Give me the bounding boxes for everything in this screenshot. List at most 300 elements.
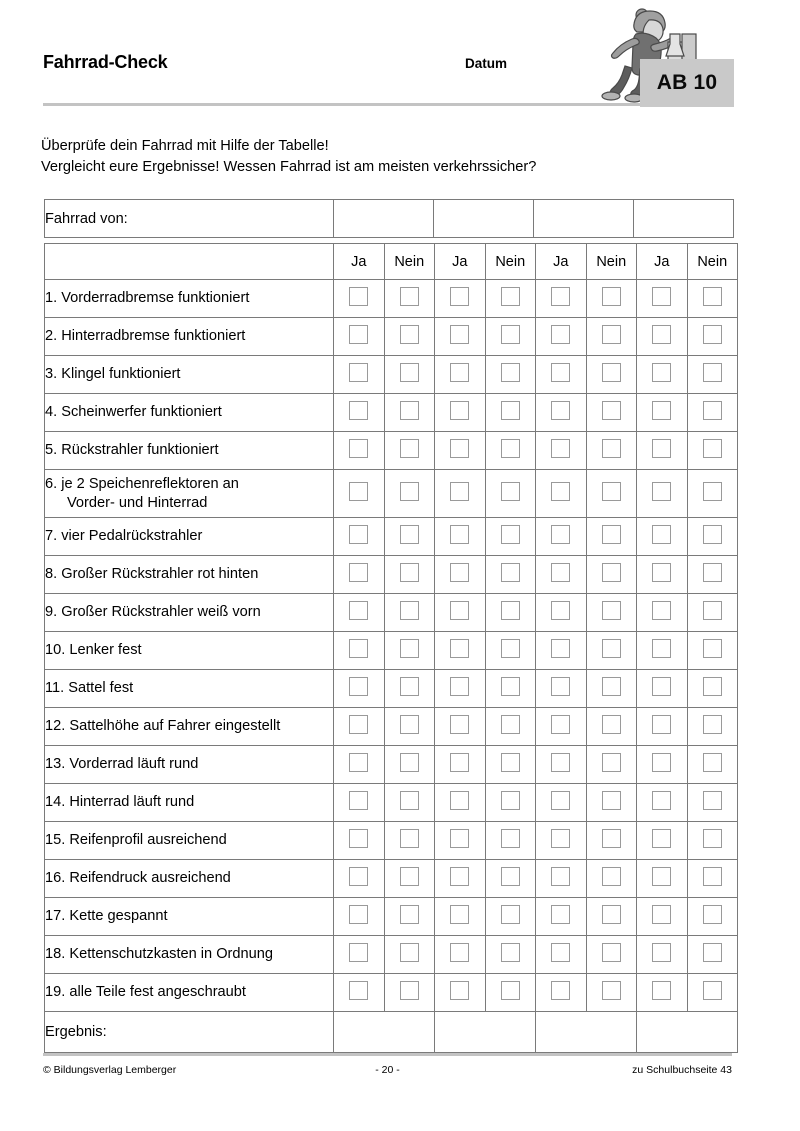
checkbox-cell-nein[interactable] [586,708,637,746]
checkbox-cell-ja[interactable] [536,632,587,670]
checkbox-cell-nein[interactable] [687,632,738,670]
checkbox-cell-ja[interactable] [435,936,486,974]
checkbox[interactable] [602,829,621,848]
checkbox-cell-nein[interactable] [384,670,435,708]
checkbox-cell-nein[interactable] [485,394,536,432]
checkbox[interactable] [652,791,671,810]
checkbox[interactable] [450,905,469,924]
checkbox-cell-ja[interactable] [637,822,688,860]
checkbox[interactable] [349,791,368,810]
checkbox[interactable] [450,563,469,582]
checkbox-cell-ja[interactable] [435,974,486,1012]
checkbox[interactable] [450,325,469,344]
checkbox-cell-nein[interactable] [586,860,637,898]
checkbox-cell-nein[interactable] [485,936,536,974]
checkbox-cell-ja[interactable] [435,470,486,518]
checkbox-cell-ja[interactable] [536,784,587,822]
checkbox[interactable] [602,753,621,772]
checkbox[interactable] [703,829,722,848]
checkbox-cell-nein[interactable] [384,974,435,1012]
checkbox-cell-ja[interactable] [334,860,385,898]
checkbox[interactable] [450,715,469,734]
checkbox-cell-nein[interactable] [485,356,536,394]
checkbox[interactable] [501,439,520,458]
checkbox[interactable] [602,639,621,658]
checkbox[interactable] [703,753,722,772]
checkbox[interactable] [652,363,671,382]
checkbox[interactable] [602,325,621,344]
checkbox[interactable] [551,439,570,458]
checkbox[interactable] [602,482,621,501]
checkbox[interactable] [501,905,520,924]
checkbox[interactable] [602,905,621,924]
checkbox[interactable] [400,563,419,582]
checkbox-cell-nein[interactable] [485,470,536,518]
checkbox[interactable] [551,829,570,848]
checkbox[interactable] [652,525,671,544]
checkbox[interactable] [551,601,570,620]
checkbox-cell-nein[interactable] [485,708,536,746]
checkbox-cell-ja[interactable] [637,280,688,318]
checkbox-cell-nein[interactable] [384,518,435,556]
checkbox[interactable] [703,401,722,420]
checkbox-cell-ja[interactable] [637,432,688,470]
checkbox[interactable] [349,525,368,544]
checkbox[interactable] [400,287,419,306]
checkbox-cell-ja[interactable] [334,280,385,318]
result-input-cell[interactable] [435,1012,536,1053]
checkbox[interactable] [349,287,368,306]
checkbox-cell-ja[interactable] [536,318,587,356]
checkbox[interactable] [703,363,722,382]
checkbox-cell-nein[interactable] [687,556,738,594]
checkbox[interactable] [400,753,419,772]
checkbox[interactable] [652,439,671,458]
checkbox[interactable] [551,325,570,344]
checkbox[interactable] [450,943,469,962]
checkbox[interactable] [501,525,520,544]
checkbox[interactable] [400,325,419,344]
checkbox[interactable] [349,363,368,382]
checkbox[interactable] [551,791,570,810]
checkbox-cell-nein[interactable] [687,898,738,936]
checkbox-cell-nein[interactable] [586,784,637,822]
checkbox-cell-ja[interactable] [435,280,486,318]
checkbox[interactable] [703,677,722,696]
checkbox-cell-ja[interactable] [536,518,587,556]
checkbox-cell-nein[interactable] [384,432,435,470]
checkbox[interactable] [652,905,671,924]
checkbox-cell-ja[interactable] [536,936,587,974]
checkbox-cell-ja[interactable] [536,974,587,1012]
checkbox[interactable] [602,677,621,696]
checkbox-cell-ja[interactable] [334,594,385,632]
checkbox[interactable] [652,753,671,772]
checkbox-cell-ja[interactable] [536,860,587,898]
checkbox-cell-nein[interactable] [687,432,738,470]
checkbox[interactable] [703,439,722,458]
checkbox-cell-ja[interactable] [637,860,688,898]
checkbox-cell-ja[interactable] [435,822,486,860]
checkbox-cell-ja[interactable] [334,936,385,974]
checkbox[interactable] [602,601,621,620]
checkbox[interactable] [501,325,520,344]
checkbox-cell-nein[interactable] [586,280,637,318]
checkbox-cell-ja[interactable] [637,936,688,974]
checkbox-cell-ja[interactable] [536,594,587,632]
checkbox[interactable] [349,601,368,620]
checkbox[interactable] [400,439,419,458]
checkbox-cell-nein[interactable] [586,974,637,1012]
checkbox-cell-ja[interactable] [637,518,688,556]
checkbox-cell-nein[interactable] [586,470,637,518]
checkbox[interactable] [703,325,722,344]
checkbox-cell-nein[interactable] [687,746,738,784]
checkbox-cell-nein[interactable] [384,898,435,936]
checkbox-cell-nein[interactable] [384,356,435,394]
checkbox-cell-nein[interactable] [384,936,435,974]
checkbox-cell-ja[interactable] [435,632,486,670]
checkbox-cell-ja[interactable] [637,632,688,670]
checkbox-cell-ja[interactable] [536,556,587,594]
checkbox[interactable] [450,677,469,696]
checkbox-cell-nein[interactable] [586,356,637,394]
checkbox[interactable] [652,715,671,734]
checkbox[interactable] [349,715,368,734]
checkbox-cell-ja[interactable] [637,556,688,594]
checkbox-cell-ja[interactable] [435,394,486,432]
checkbox[interactable] [551,753,570,772]
checkbox-cell-ja[interactable] [435,784,486,822]
checkbox[interactable] [652,943,671,962]
checkbox-cell-ja[interactable] [334,670,385,708]
checkbox[interactable] [551,363,570,382]
checkbox-cell-nein[interactable] [687,708,738,746]
checkbox[interactable] [400,905,419,924]
checkbox-cell-ja[interactable] [637,394,688,432]
checkbox[interactable] [349,563,368,582]
checkbox[interactable] [349,905,368,924]
checkbox-cell-nein[interactable] [485,556,536,594]
checkbox[interactable] [551,401,570,420]
checkbox[interactable] [501,363,520,382]
checkbox[interactable] [501,791,520,810]
checkbox[interactable] [703,601,722,620]
checkbox-cell-nein[interactable] [384,280,435,318]
checkbox[interactable] [501,943,520,962]
checkbox-cell-nein[interactable] [384,746,435,784]
checkbox-cell-nein[interactable] [586,632,637,670]
checkbox[interactable] [400,639,419,658]
checkbox[interactable] [652,482,671,501]
checkbox[interactable] [602,401,621,420]
checkbox-cell-nein[interactable] [687,784,738,822]
checkbox[interactable] [400,363,419,382]
checkbox[interactable] [349,325,368,344]
checkbox[interactable] [400,677,419,696]
checkbox[interactable] [602,287,621,306]
checkbox[interactable] [551,905,570,924]
checkbox[interactable] [349,401,368,420]
checkbox[interactable] [602,525,621,544]
checkbox-cell-nein[interactable] [586,556,637,594]
checkbox[interactable] [501,753,520,772]
checkbox-cell-nein[interactable] [485,746,536,784]
checkbox-cell-nein[interactable] [384,556,435,594]
checkbox[interactable] [551,563,570,582]
checkbox[interactable] [501,677,520,696]
checkbox[interactable] [652,401,671,420]
checkbox-cell-nein[interactable] [687,670,738,708]
checkbox-cell-nein[interactable] [586,394,637,432]
checkbox[interactable] [602,791,621,810]
checkbox[interactable] [602,439,621,458]
checkbox[interactable] [349,639,368,658]
checkbox-cell-nein[interactable] [384,632,435,670]
checkbox-cell-nein[interactable] [687,822,738,860]
checkbox-cell-ja[interactable] [536,356,587,394]
checkbox-cell-nein[interactable] [485,860,536,898]
checkbox-cell-nein[interactable] [384,470,435,518]
checkbox[interactable] [501,867,520,886]
checkbox[interactable] [551,482,570,501]
checkbox-cell-nein[interactable] [384,318,435,356]
checkbox-cell-ja[interactable] [334,394,385,432]
checkbox[interactable] [400,525,419,544]
checkbox[interactable] [703,867,722,886]
checkbox-cell-ja[interactable] [435,432,486,470]
checkbox-cell-ja[interactable] [637,708,688,746]
checkbox[interactable] [551,525,570,544]
result-input-cell[interactable] [334,1012,435,1053]
checkbox-cell-nein[interactable] [485,594,536,632]
checkbox[interactable] [703,482,722,501]
checkbox[interactable] [652,325,671,344]
checkbox[interactable] [652,677,671,696]
checkbox-cell-ja[interactable] [334,898,385,936]
checkbox-cell-ja[interactable] [637,898,688,936]
checkbox-cell-nein[interactable] [586,670,637,708]
checkbox[interactable] [400,482,419,501]
checkbox[interactable] [602,563,621,582]
checkbox-cell-nein[interactable] [687,518,738,556]
checkbox-cell-nein[interactable] [485,784,536,822]
checkbox-cell-nein[interactable] [384,860,435,898]
checkbox[interactable] [501,601,520,620]
checkbox-cell-ja[interactable] [637,356,688,394]
checkbox-cell-ja[interactable] [637,746,688,784]
checkbox[interactable] [703,791,722,810]
checkbox-cell-nein[interactable] [586,936,637,974]
checkbox-cell-nein[interactable] [485,974,536,1012]
checkbox[interactable] [450,482,469,501]
checkbox[interactable] [652,563,671,582]
checkbox-cell-ja[interactable] [435,318,486,356]
checkbox[interactable] [703,563,722,582]
checkbox[interactable] [349,677,368,696]
checkbox[interactable] [703,287,722,306]
checkbox-cell-ja[interactable] [637,594,688,632]
checkbox[interactable] [703,943,722,962]
checkbox-cell-ja[interactable] [334,432,385,470]
checkbox-cell-nein[interactable] [485,318,536,356]
checkbox[interactable] [349,943,368,962]
checkbox[interactable] [400,829,419,848]
checkbox[interactable] [501,639,520,658]
checkbox[interactable] [703,981,722,1000]
checkbox[interactable] [703,715,722,734]
checkbox-cell-ja[interactable] [334,556,385,594]
checkbox[interactable] [501,401,520,420]
checkbox-cell-ja[interactable] [435,518,486,556]
checkbox-cell-nein[interactable] [586,318,637,356]
checkbox-cell-nein[interactable] [586,594,637,632]
checkbox-cell-nein[interactable] [586,746,637,784]
checkbox-cell-nein[interactable] [485,280,536,318]
checkbox-cell-ja[interactable] [334,318,385,356]
checkbox[interactable] [501,482,520,501]
checkbox-cell-ja[interactable] [536,670,587,708]
checkbox-cell-ja[interactable] [334,356,385,394]
checkbox-cell-ja[interactable] [334,632,385,670]
checkbox-cell-ja[interactable] [536,822,587,860]
checkbox[interactable] [450,981,469,1000]
checkbox-cell-ja[interactable] [435,556,486,594]
checkbox-cell-ja[interactable] [637,318,688,356]
checkbox[interactable] [703,639,722,658]
checkbox-cell-nein[interactable] [586,822,637,860]
checkbox[interactable] [703,525,722,544]
checkbox-cell-nein[interactable] [687,356,738,394]
checkbox-cell-nein[interactable] [586,898,637,936]
checkbox-cell-ja[interactable] [536,746,587,784]
checkbox[interactable] [501,287,520,306]
checkbox[interactable] [551,639,570,658]
checkbox-cell-ja[interactable] [435,708,486,746]
checkbox-cell-ja[interactable] [435,356,486,394]
checkbox[interactable] [450,601,469,620]
checkbox-cell-ja[interactable] [637,784,688,822]
checkbox[interactable] [602,981,621,1000]
checkbox[interactable] [652,981,671,1000]
checkbox[interactable] [652,601,671,620]
checkbox[interactable] [501,981,520,1000]
checkbox-cell-ja[interactable] [334,822,385,860]
checkbox[interactable] [551,867,570,886]
checkbox[interactable] [400,715,419,734]
checkbox-cell-ja[interactable] [536,394,587,432]
checkbox-cell-ja[interactable] [536,708,587,746]
checkbox[interactable] [349,482,368,501]
checkbox-cell-nein[interactable] [687,318,738,356]
bike-owner-input-cell[interactable] [534,200,634,238]
checkbox-cell-ja[interactable] [334,784,385,822]
checkbox-cell-ja[interactable] [435,594,486,632]
checkbox-cell-ja[interactable] [334,470,385,518]
checkbox[interactable] [450,791,469,810]
checkbox-cell-nein[interactable] [687,280,738,318]
checkbox[interactable] [400,943,419,962]
checkbox-cell-ja[interactable] [435,898,486,936]
checkbox-cell-ja[interactable] [435,746,486,784]
bike-owner-input-cell[interactable] [434,200,534,238]
checkbox[interactable] [349,981,368,1000]
checkbox[interactable] [400,867,419,886]
checkbox-cell-ja[interactable] [334,974,385,1012]
checkbox-cell-ja[interactable] [334,746,385,784]
checkbox-cell-nein[interactable] [687,470,738,518]
checkbox[interactable] [501,715,520,734]
checkbox[interactable] [652,867,671,886]
checkbox-cell-nein[interactable] [586,432,637,470]
checkbox[interactable] [450,363,469,382]
checkbox[interactable] [602,867,621,886]
bike-owner-input-cell[interactable] [634,200,734,238]
checkbox-cell-ja[interactable] [334,518,385,556]
checkbox-cell-nein[interactable] [485,518,536,556]
checkbox-cell-nein[interactable] [384,708,435,746]
bike-owner-input-cell[interactable] [334,200,434,238]
checkbox-cell-nein[interactable] [687,860,738,898]
checkbox[interactable] [551,943,570,962]
checkbox[interactable] [450,525,469,544]
checkbox-cell-nein[interactable] [485,432,536,470]
checkbox[interactable] [652,829,671,848]
checkbox-cell-nein[interactable] [384,784,435,822]
checkbox[interactable] [450,401,469,420]
checkbox-cell-nein[interactable] [687,594,738,632]
checkbox-cell-nein[interactable] [384,394,435,432]
checkbox-cell-nein[interactable] [485,822,536,860]
checkbox-cell-nein[interactable] [687,974,738,1012]
checkbox-cell-ja[interactable] [435,860,486,898]
checkbox[interactable] [450,639,469,658]
checkbox[interactable] [501,829,520,848]
checkbox[interactable] [551,715,570,734]
checkbox[interactable] [450,753,469,772]
checkbox-cell-ja[interactable] [334,708,385,746]
checkbox-cell-ja[interactable] [435,670,486,708]
checkbox-cell-nein[interactable] [384,594,435,632]
checkbox-cell-ja[interactable] [637,974,688,1012]
checkbox[interactable] [349,753,368,772]
result-input-cell[interactable] [637,1012,738,1053]
checkbox[interactable] [400,601,419,620]
checkbox[interactable] [602,943,621,962]
checkbox-cell-ja[interactable] [637,670,688,708]
checkbox[interactable] [450,867,469,886]
checkbox[interactable] [349,829,368,848]
checkbox[interactable] [450,439,469,458]
checkbox-cell-nein[interactable] [687,394,738,432]
checkbox[interactable] [400,981,419,1000]
checkbox[interactable] [652,287,671,306]
checkbox[interactable] [450,287,469,306]
checkbox-cell-nein[interactable] [384,822,435,860]
checkbox[interactable] [703,905,722,924]
checkbox[interactable] [349,439,368,458]
checkbox-cell-ja[interactable] [536,432,587,470]
checkbox[interactable] [602,363,621,382]
checkbox-cell-ja[interactable] [536,898,587,936]
checkbox[interactable] [551,677,570,696]
checkbox[interactable] [652,639,671,658]
checkbox-cell-ja[interactable] [536,280,587,318]
checkbox-cell-ja[interactable] [637,470,688,518]
checkbox-cell-nein[interactable] [485,898,536,936]
checkbox-cell-nein[interactable] [586,518,637,556]
checkbox-cell-ja[interactable] [536,470,587,518]
